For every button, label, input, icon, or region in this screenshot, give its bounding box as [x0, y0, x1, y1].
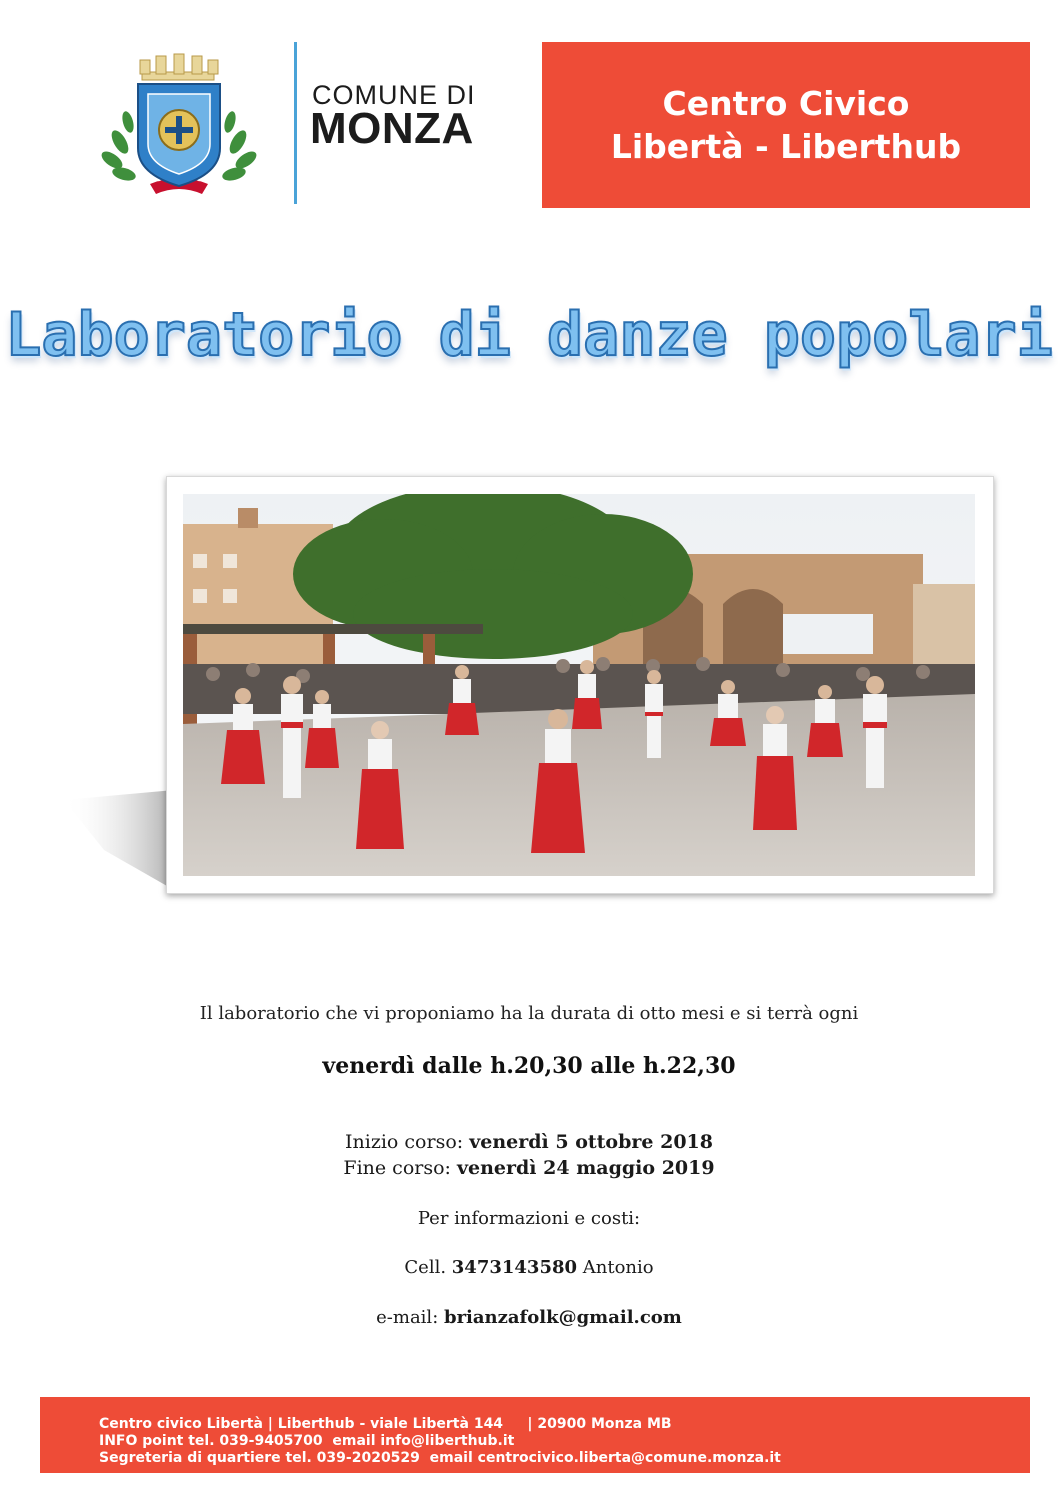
info-heading: Per informazioni e costi: [417, 1208, 641, 1229]
start-label: Inizio corso: [345, 1131, 470, 1153]
footer-address: Centro civico Libertà | Liberthub - viale Libertà 144 | 20900 Monza MB [99, 1416, 672, 1432]
page-title: Laboratorio di danze popolari [5, 300, 1053, 370]
intro-text: Il laboratorio che vi proponiamo ha la durata di otto mesi e si terrà ogni [199, 1003, 859, 1024]
course-start [0, 1131, 1058, 1153]
footer-contacts [99, 1416, 781, 1467]
cell-label: Cell. [404, 1257, 452, 1278]
end-date: venerdì 24 maggio 2019 [456, 1157, 715, 1179]
contact-email [0, 1307, 1058, 1328]
footer-info-point: INFO point tel. 039-9405700 email info@liberthub.it [99, 1433, 515, 1449]
cell-number: 3473143580 [451, 1257, 578, 1278]
monza-coat-of-arms-logo [98, 52, 260, 200]
centro-line1: Centro Civico [662, 84, 910, 123]
city-name: MONZA [310, 104, 474, 153]
contact-phone [0, 1257, 1058, 1278]
course-end [0, 1157, 1058, 1179]
centro-line2: Libertà - Liberthub [610, 127, 962, 166]
contact-name: Antonio [577, 1257, 654, 1278]
end-label: Fine corso: [343, 1157, 457, 1179]
email-address[interactable]: brianzafolk@gmail.com [443, 1307, 682, 1328]
schedule-text: venerdì dalle h.20,30 alle h.22,30 [322, 1053, 736, 1079]
start-date: venerdì 5 ottobre 2018 [469, 1131, 713, 1153]
centro-civico-text [542, 82, 1030, 168]
footer-segreteria: Segreteria di quartiere tel. 039-2020529 email centrocivico.liberta@comune.monza.it [99, 1450, 781, 1466]
folk-dance-photo [183, 494, 975, 876]
header-divider [294, 42, 297, 204]
comune-label: COMUNE DI [312, 80, 476, 110]
email-label: e-mail: [376, 1307, 444, 1328]
